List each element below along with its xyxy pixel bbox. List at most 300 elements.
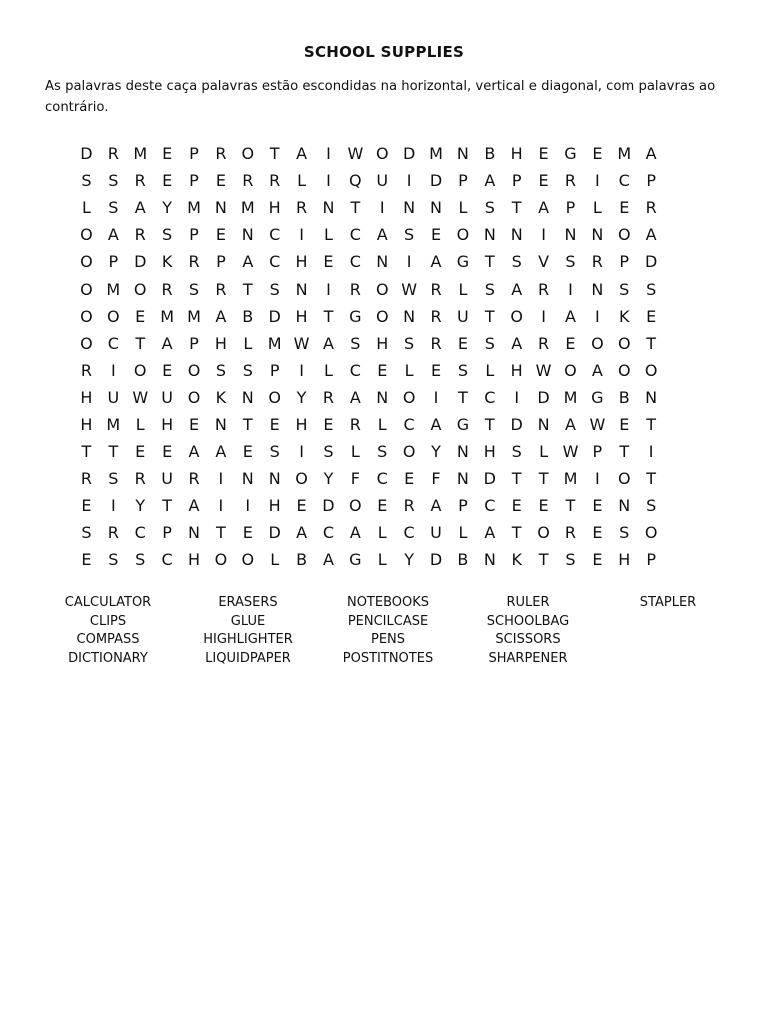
word-list-item: RULER — [506, 595, 550, 610]
grid-letter: R — [538, 279, 550, 299]
grid-letter: U — [107, 387, 120, 407]
grid-row — [73, 221, 703, 248]
grid-letter: L — [297, 171, 307, 191]
grid-letter: A — [430, 252, 442, 272]
grid-letter: I — [648, 442, 654, 462]
grid-letter: E — [81, 496, 92, 516]
grid-letter: S — [565, 252, 576, 272]
grid-letter: L — [81, 198, 91, 218]
grid-letter: E — [538, 171, 549, 191]
grid-letter: W — [535, 360, 552, 380]
grid-letter: A — [188, 442, 200, 462]
grid-letter: H — [161, 414, 174, 434]
grid-letter: H — [268, 496, 281, 516]
grid-letter: L — [324, 225, 333, 245]
grid-letter: C — [376, 469, 388, 489]
grid-letter: I — [326, 279, 331, 299]
grid-letter: C — [134, 523, 146, 543]
word-list-item: CALCULATOR — [64, 595, 152, 610]
grid-letter: R — [242, 171, 254, 191]
grid-letter: H — [187, 550, 201, 570]
grid-letter: P — [189, 171, 199, 191]
grid-letter: C — [107, 333, 119, 353]
grid-letter: I — [406, 252, 412, 272]
grid-letter: A — [484, 523, 496, 543]
grid-letter: Y — [135, 496, 146, 516]
grid-letter: E — [215, 225, 226, 245]
grid-letter: N — [376, 387, 389, 407]
grid-letter: M — [563, 387, 578, 407]
grid-letter: H — [510, 360, 523, 380]
grid-letter: L — [324, 360, 333, 380]
grid-letter: K — [511, 550, 522, 570]
grid-letter: L — [135, 414, 145, 434]
grid-letter: S — [135, 550, 146, 570]
grid-letter: I — [245, 496, 251, 516]
grid-letter: P — [189, 333, 199, 353]
grid-letter: Y — [323, 469, 334, 489]
grid-letter: D — [537, 387, 550, 407]
grid-letter: I — [110, 360, 116, 380]
grid-letter: D — [268, 306, 281, 326]
grid-row — [73, 248, 703, 275]
grid-letter: C — [269, 225, 281, 245]
grid-letter: T — [350, 198, 361, 218]
grid-letter: P — [511, 171, 522, 191]
grid-letter: N — [618, 496, 631, 516]
grid-letter: N — [241, 469, 254, 489]
word-list-column — [318, 594, 458, 669]
grid-letter: O — [591, 333, 604, 353]
grid-letter: T — [458, 387, 468, 407]
grid-letter: V — [538, 252, 550, 272]
grid-letter: O — [187, 360, 201, 380]
grid-letter: R — [296, 198, 308, 218]
grid-letter: L — [539, 442, 549, 462]
word-list-column — [458, 594, 598, 669]
grid-letter: E — [592, 523, 603, 543]
grid-letter: R — [107, 144, 119, 164]
grid-letter: S — [511, 442, 522, 462]
grid-letter: I — [299, 442, 304, 462]
grid-letter: H — [295, 414, 308, 434]
grid-letter: E — [430, 360, 442, 380]
grid-letter: R — [215, 279, 227, 299]
grid-letter: O — [268, 387, 281, 407]
grid-letter: R — [322, 387, 335, 407]
grid-letter: O — [537, 523, 550, 543]
grid-letter: R — [564, 171, 577, 191]
grid-letter: T — [484, 306, 495, 326]
grid-row — [73, 194, 703, 221]
grid-letter: N — [376, 252, 389, 272]
word-list-item: PENS — [370, 632, 406, 648]
grid-letter: C — [269, 252, 281, 272]
grid-letter: B — [457, 550, 469, 570]
grid-letter: E — [162, 360, 173, 380]
grid-letter: S — [404, 333, 415, 353]
grid-letter: D — [483, 469, 496, 489]
grid-letter: O — [375, 144, 389, 164]
grid-letter: B — [484, 144, 496, 164]
grid-letter: T — [538, 550, 549, 570]
grid-row — [73, 140, 703, 167]
grid-letter: E — [162, 171, 173, 191]
grid-letter: A — [349, 523, 361, 543]
grid-letter: T — [484, 414, 495, 434]
grid-letter: O — [133, 360, 147, 380]
grid-letter: B — [242, 306, 254, 326]
grid-letter: R — [538, 333, 550, 353]
grid-letter: S — [269, 442, 280, 462]
grid-letter: M — [617, 144, 632, 164]
grid-letter: H — [295, 252, 308, 272]
grid-letter: N — [537, 414, 550, 434]
grid-letter: L — [377, 550, 387, 570]
grid-letter: T — [216, 523, 226, 543]
grid-letter: U — [457, 306, 469, 326]
grid-letter: M — [187, 198, 201, 218]
grid-letter: H — [80, 414, 93, 434]
grid-letter: O — [617, 360, 631, 380]
grid-letter: D — [134, 252, 147, 272]
grid-letter: O — [402, 442, 416, 462]
grid-letter: A — [215, 306, 227, 326]
grid-letter: L — [377, 523, 387, 543]
grid-letter: A — [591, 360, 603, 380]
grid-letter: I — [595, 306, 600, 326]
grid-letter: K — [161, 252, 173, 272]
word-list-item: NOTEBOOKS — [346, 595, 430, 610]
grid-letter: H — [214, 333, 227, 353]
grid-letter: D — [644, 252, 658, 272]
grid-letter: E — [511, 496, 522, 516]
grid-letter: I — [406, 171, 412, 191]
grid-letter: N — [510, 225, 523, 245]
grid-letter: P — [458, 171, 468, 191]
grid-letter: R — [134, 225, 146, 245]
grid-letter: E — [592, 144, 603, 164]
grid-letter: N — [483, 225, 496, 245]
grid-letter: S — [162, 225, 173, 245]
grid-row — [73, 411, 703, 438]
grid-letter: N — [403, 306, 416, 326]
grid-letter: Y — [404, 550, 415, 570]
grid-letter: N — [645, 387, 658, 407]
grid-letter: R — [645, 198, 657, 218]
grid-letter: A — [134, 198, 146, 218]
grid-letter: D — [322, 496, 335, 516]
grid-letter: T — [242, 414, 253, 434]
grid-letter: E — [135, 442, 146, 462]
word-list-item: PENCILCASE — [347, 613, 429, 629]
grid-letter: N — [214, 198, 227, 218]
grid-letter: A — [215, 442, 227, 462]
grid-letter: I — [514, 387, 520, 407]
grid-letter: W — [562, 442, 579, 462]
grid-letter: A — [188, 496, 200, 516]
grid-letter: T — [269, 144, 280, 164]
grid-letter: A — [538, 198, 550, 218]
grid-letter: U — [161, 387, 173, 407]
grid-letter: D — [402, 144, 416, 164]
grid-letter: E — [215, 171, 226, 191]
grid-letter: E — [592, 496, 603, 516]
grid-letter: I — [568, 279, 573, 299]
grid-letter: H — [80, 387, 93, 407]
grid-row — [73, 357, 703, 384]
grid-letter: L — [458, 523, 468, 543]
grid-letter: M — [563, 469, 578, 489]
grid-letter: A — [322, 550, 334, 570]
grid-letter: G — [456, 252, 470, 272]
grid-letter: E — [377, 496, 388, 516]
grid-letter: O — [375, 306, 389, 326]
grid-letter: O — [456, 225, 470, 245]
grid-letter: N — [564, 225, 577, 245]
grid-letter: S — [646, 279, 657, 299]
grid-letter: C — [349, 360, 361, 380]
grid-letter: T — [646, 333, 657, 353]
instructions-text: As palavras deste caça palavras estão escondidas na horizontal, vertical e diagonal, com palavras ao contrário. — [45, 79, 716, 115]
grid-letter: M — [429, 144, 443, 164]
grid-letter: R — [134, 171, 146, 191]
word-list-item: SCISSORS — [495, 632, 561, 648]
grid-letter: T — [511, 523, 522, 543]
grid-letter: O — [241, 144, 255, 164]
grid-letter: Y — [431, 442, 441, 462]
grid-row — [73, 519, 703, 546]
grid-letter: E — [457, 333, 468, 353]
grid-letter: M — [133, 144, 148, 164]
grid-letter: A — [322, 333, 334, 353]
word-list-item: LIQUIDPAPER — [205, 651, 291, 667]
grid-letter: S — [511, 252, 522, 272]
grid-letter: S — [619, 279, 630, 299]
grid-letter: Q — [349, 171, 362, 191]
grid-letter: P — [108, 252, 119, 272]
grid-letter: E — [619, 414, 630, 434]
grid-letter: O — [402, 387, 416, 407]
grid-letter: M — [187, 306, 201, 326]
grid-letter: P — [458, 496, 468, 516]
grid-letter: C — [349, 252, 361, 272]
word-list-item: ERASERS — [218, 595, 278, 610]
grid-letter: P — [162, 523, 172, 543]
grid-letter: G — [456, 414, 470, 434]
grid-letter: T — [511, 198, 522, 218]
grid-letter: S — [81, 523, 92, 543]
grid-letter: I — [595, 469, 600, 489]
page-title: SCHOOL SUPPLIES — [303, 43, 465, 61]
grid-letter: K — [619, 306, 630, 326]
grid-row — [73, 330, 703, 357]
grid-letter: O — [617, 333, 631, 353]
grid-letter: M — [160, 306, 175, 326]
grid-letter: I — [433, 387, 439, 407]
grid-letter: I — [541, 225, 546, 245]
grid-letter: T — [646, 469, 657, 489]
grid-letter: L — [270, 550, 280, 570]
grid-letter: U — [161, 469, 173, 489]
grid-letter: S — [619, 523, 630, 543]
grid-letter: E — [430, 225, 442, 245]
grid-row — [73, 384, 703, 411]
grid-letter: O — [214, 550, 228, 570]
grid-letter: A — [565, 306, 576, 326]
grid-letter: G — [349, 306, 362, 326]
grid-letter: S — [269, 279, 280, 299]
grid-letter: A — [511, 333, 523, 353]
grid-letter: C — [403, 523, 415, 543]
grid-letter: C — [618, 171, 630, 191]
grid-letter: R — [430, 333, 442, 353]
grid-letter: C — [161, 550, 173, 570]
grid-letter: C — [484, 496, 496, 516]
grid-letter: G — [591, 387, 604, 407]
grid-letter: A — [349, 387, 361, 407]
grid-letter: F — [350, 469, 360, 489]
grid-letter: E — [619, 198, 630, 218]
word-list-item: HIGHLIGHTER — [203, 632, 293, 648]
grid-letter: R — [215, 144, 227, 164]
grid-letter: L — [458, 279, 468, 299]
grid-letter: I — [299, 225, 304, 245]
grid-letter: H — [618, 550, 631, 570]
grid-letter: H — [483, 442, 496, 462]
grid-letter: D — [429, 171, 443, 191]
grid-letter: N — [430, 198, 442, 218]
grid-letter: I — [218, 496, 224, 516]
grid-letter: R — [188, 252, 200, 272]
grid-letter: L — [592, 198, 602, 218]
grid-letter: Y — [162, 198, 172, 218]
grid-letter: E — [404, 469, 415, 489]
grid-letter: A — [376, 225, 388, 245]
grid-row — [73, 167, 703, 194]
grid-letter: R — [430, 279, 442, 299]
grid-letter: E — [646, 306, 657, 326]
grid-letter: T — [81, 442, 92, 462]
grid-letter: M — [106, 279, 121, 299]
grid-letter: R — [188, 469, 200, 489]
grid-letter: Y — [296, 387, 307, 407]
grid-letter: L — [243, 333, 253, 353]
word-list-column — [38, 594, 178, 669]
grid-letter: E — [242, 523, 253, 543]
grid-letter: S — [242, 360, 253, 380]
grid-letter: O — [375, 279, 389, 299]
grid-letter: P — [592, 442, 603, 462]
grid-letter: L — [458, 198, 468, 218]
grid-letter: O — [80, 252, 93, 272]
grid-letter: T — [484, 252, 495, 272]
grid-letter: R — [403, 496, 415, 516]
word-list-item: DICTIONARY — [68, 651, 148, 667]
grid-letter: S — [108, 550, 119, 570]
grid-letter: R — [430, 306, 442, 326]
word-list-column — [598, 594, 738, 669]
grid-letter: O — [510, 306, 523, 326]
grid-letter: F — [431, 469, 441, 489]
grid-letter: O — [564, 360, 577, 380]
grid-letter: O — [80, 333, 93, 353]
grid-letter: E — [81, 550, 92, 570]
grid-letter: R — [134, 469, 146, 489]
grid-letter: A — [645, 144, 657, 164]
grid-letter: T — [242, 279, 253, 299]
grid-letter: W — [347, 144, 364, 164]
word-list-item: SCHOOLBAG — [486, 613, 570, 629]
grid-letter: E — [538, 144, 549, 164]
grid-letter: U — [376, 171, 389, 191]
grid-letter: N — [456, 144, 469, 164]
grid-letter: P — [216, 252, 226, 272]
grid-letter: W — [132, 387, 149, 407]
grid-letter: T — [108, 442, 119, 462]
grid-letter: A — [645, 225, 657, 245]
grid-letter: K — [215, 387, 227, 407]
grid-letter: G — [349, 550, 362, 570]
grid-letter: E — [188, 414, 200, 434]
grid-letter: I — [110, 496, 116, 516]
grid-row — [73, 438, 703, 465]
grid-letter: S — [108, 469, 119, 489]
word-list-item: GLUE — [230, 613, 266, 629]
grid-letter: T — [511, 469, 522, 489]
grid-letter: C — [484, 387, 496, 407]
grid-letter: R — [564, 523, 577, 543]
word-list-item: SHARPENER — [488, 651, 568, 667]
grid-letter: N — [483, 550, 496, 570]
grid-letter: O — [107, 306, 120, 326]
grid-letter: D — [510, 414, 523, 434]
grid-letter: T — [135, 333, 146, 353]
grid-letter: S — [108, 171, 119, 191]
grid-letter: T — [538, 469, 549, 489]
grid-letter: E — [269, 414, 280, 434]
grid-letter: I — [595, 171, 600, 191]
grid-letter: S — [350, 333, 361, 353]
word-list-column — [178, 594, 318, 669]
grid-letter: S — [377, 442, 388, 462]
grid-letter: O — [617, 225, 631, 245]
grid-letter: R — [349, 279, 361, 299]
grid-letter: O — [617, 469, 631, 489]
word-list-item: CLIPS — [89, 613, 127, 629]
grid-letter: S — [188, 279, 200, 299]
grid-letter: C — [349, 225, 361, 245]
grid-row — [73, 303, 703, 330]
grid-letter: R — [80, 469, 92, 489]
grid-letter: P — [189, 144, 199, 164]
grid-letter: T — [162, 496, 172, 516]
grid-letter: A — [430, 414, 442, 434]
grid-letter: U — [430, 523, 442, 543]
grid-letter: S — [323, 442, 334, 462]
grid-letter: H — [268, 198, 281, 218]
grid-letter: N — [188, 523, 200, 543]
grid-letter: I — [379, 198, 385, 218]
grid-letter: W — [589, 414, 606, 434]
grid-letter: N — [456, 442, 469, 462]
grid-letter: P — [189, 225, 199, 245]
grid-letter: D — [268, 523, 281, 543]
grid-letter: M — [267, 333, 282, 353]
grid-letter: N — [591, 225, 604, 245]
grid-letter: R — [161, 279, 173, 299]
grid-letter: A — [296, 144, 308, 164]
